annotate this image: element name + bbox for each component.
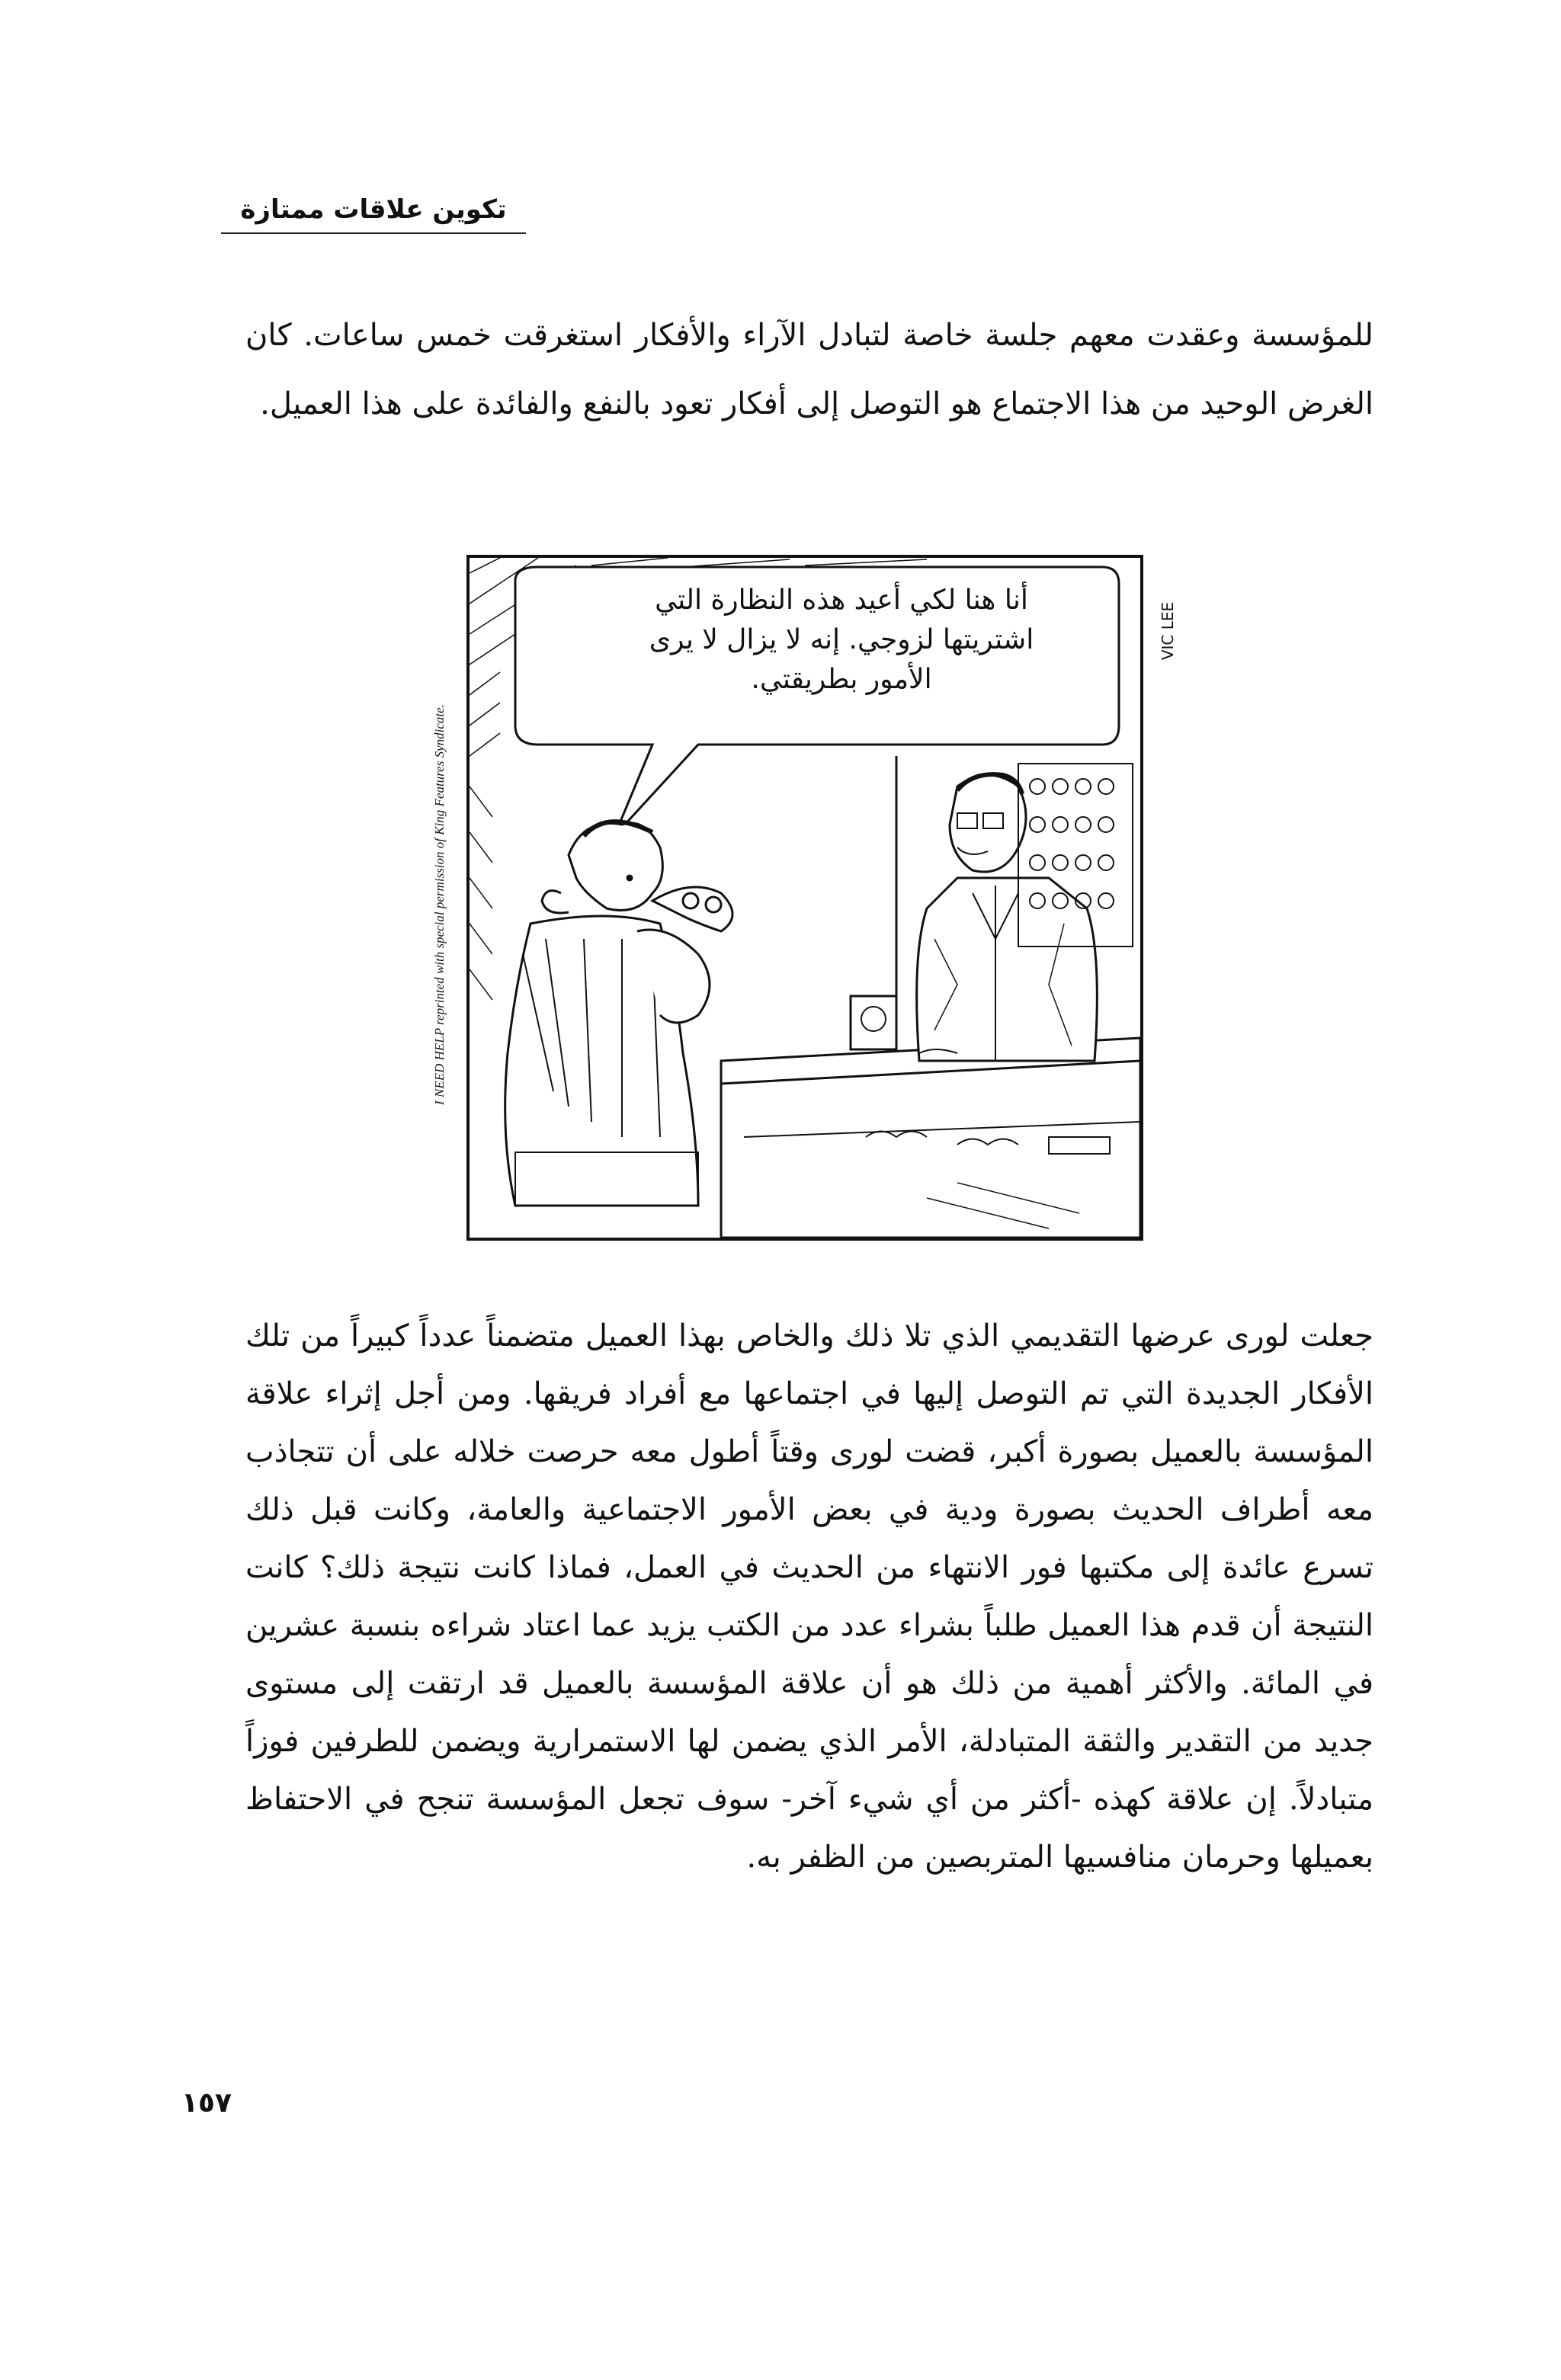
paragraph-1: للمؤسسة وعقدت معهم جلسة خاصة لتبادل الآراء والأفكار استغرقت خمس ساعات. كان الغرض الوحيد من هذا الاجتماع هو التوصل إلى أفكار تعود بالنفع والفائدة على هذا العميل. — [245, 318, 1373, 421]
cartoon-figure — [425, 555, 1177, 1254]
cartoon-credit: I NEED HELP reprinted with special permission of King Features Syndicate. — [432, 704, 447, 1105]
page-number: ١٥٧ — [181, 2087, 232, 2119]
counter — [721, 1038, 1140, 1238]
cartoon-credit-wrap — [425, 555, 455, 1254]
speech-bubble-text — [613, 581, 1070, 700]
woman-figure — [505, 822, 732, 1206]
artist-signature: VIC LEE — [1159, 601, 1177, 661]
man-figure — [917, 774, 1098, 1061]
speech-line: اشتريتها لزوجي. إنه لا يزال لا يرى — [649, 624, 1034, 655]
photo-frame — [851, 996, 896, 1049]
speech-line: أنا هنا لكي أعيد هذه النظارة التي — [655, 585, 1028, 616]
hatching-left-wall — [470, 786, 492, 1000]
speech-line: الأمور بطريقتي. — [751, 664, 932, 695]
header-rule — [221, 232, 526, 234]
cartoon-panel — [466, 555, 1143, 1241]
paragraph-2: جعلت لورى عرضها التقديمي الذي تلا ذلك والخاص بهذا العميل متضمناً عدداً كبيراً من تلك الأفكار الجديدة التي تم التوصل إليها في اجتماعها مع أفراد فريقها. ومن أجل إثراء علاقة المؤسسة بالعميل بصورة أكبر، قضت لورى وقتاً أطول معه حرصت خلاله على أن تتجاذب معه أطراف الحديث بصورة ودية في بعض الأمور الاجتماعية والعامة، وكانت قبل ذلك تسرع عائدة إلى مكتبها فور الانتهاء من الحديث في العمل، فماذا كانت نتيجة ذلك؟ كانت النتيجة أن قدم هذا العميل طلباً بشراء عدد من الكتب يزيد عما اعتاد شراءه بنسبة عشرين في المائة. والأكثر أهمية من ذلك هو أن علاقة المؤسسة بالعميل قد ارتقت إلى مستوى جديد من التقدير والثقة المتبادلة، الأمر الذي يضمن لها الاستمرارية ويضمن للطرفين فوزاً متبادلاً. إن علاقة كهذه -أكثر من أي شيء آخر- سوف تجعل المؤسسة تنجح في الاحتفاظ بعميلها وحرمان منافسيها المتربصين من الظفر به. — [245, 1318, 1373, 1875]
running-header: تكوين علاقات ممتازة — [240, 194, 507, 225]
